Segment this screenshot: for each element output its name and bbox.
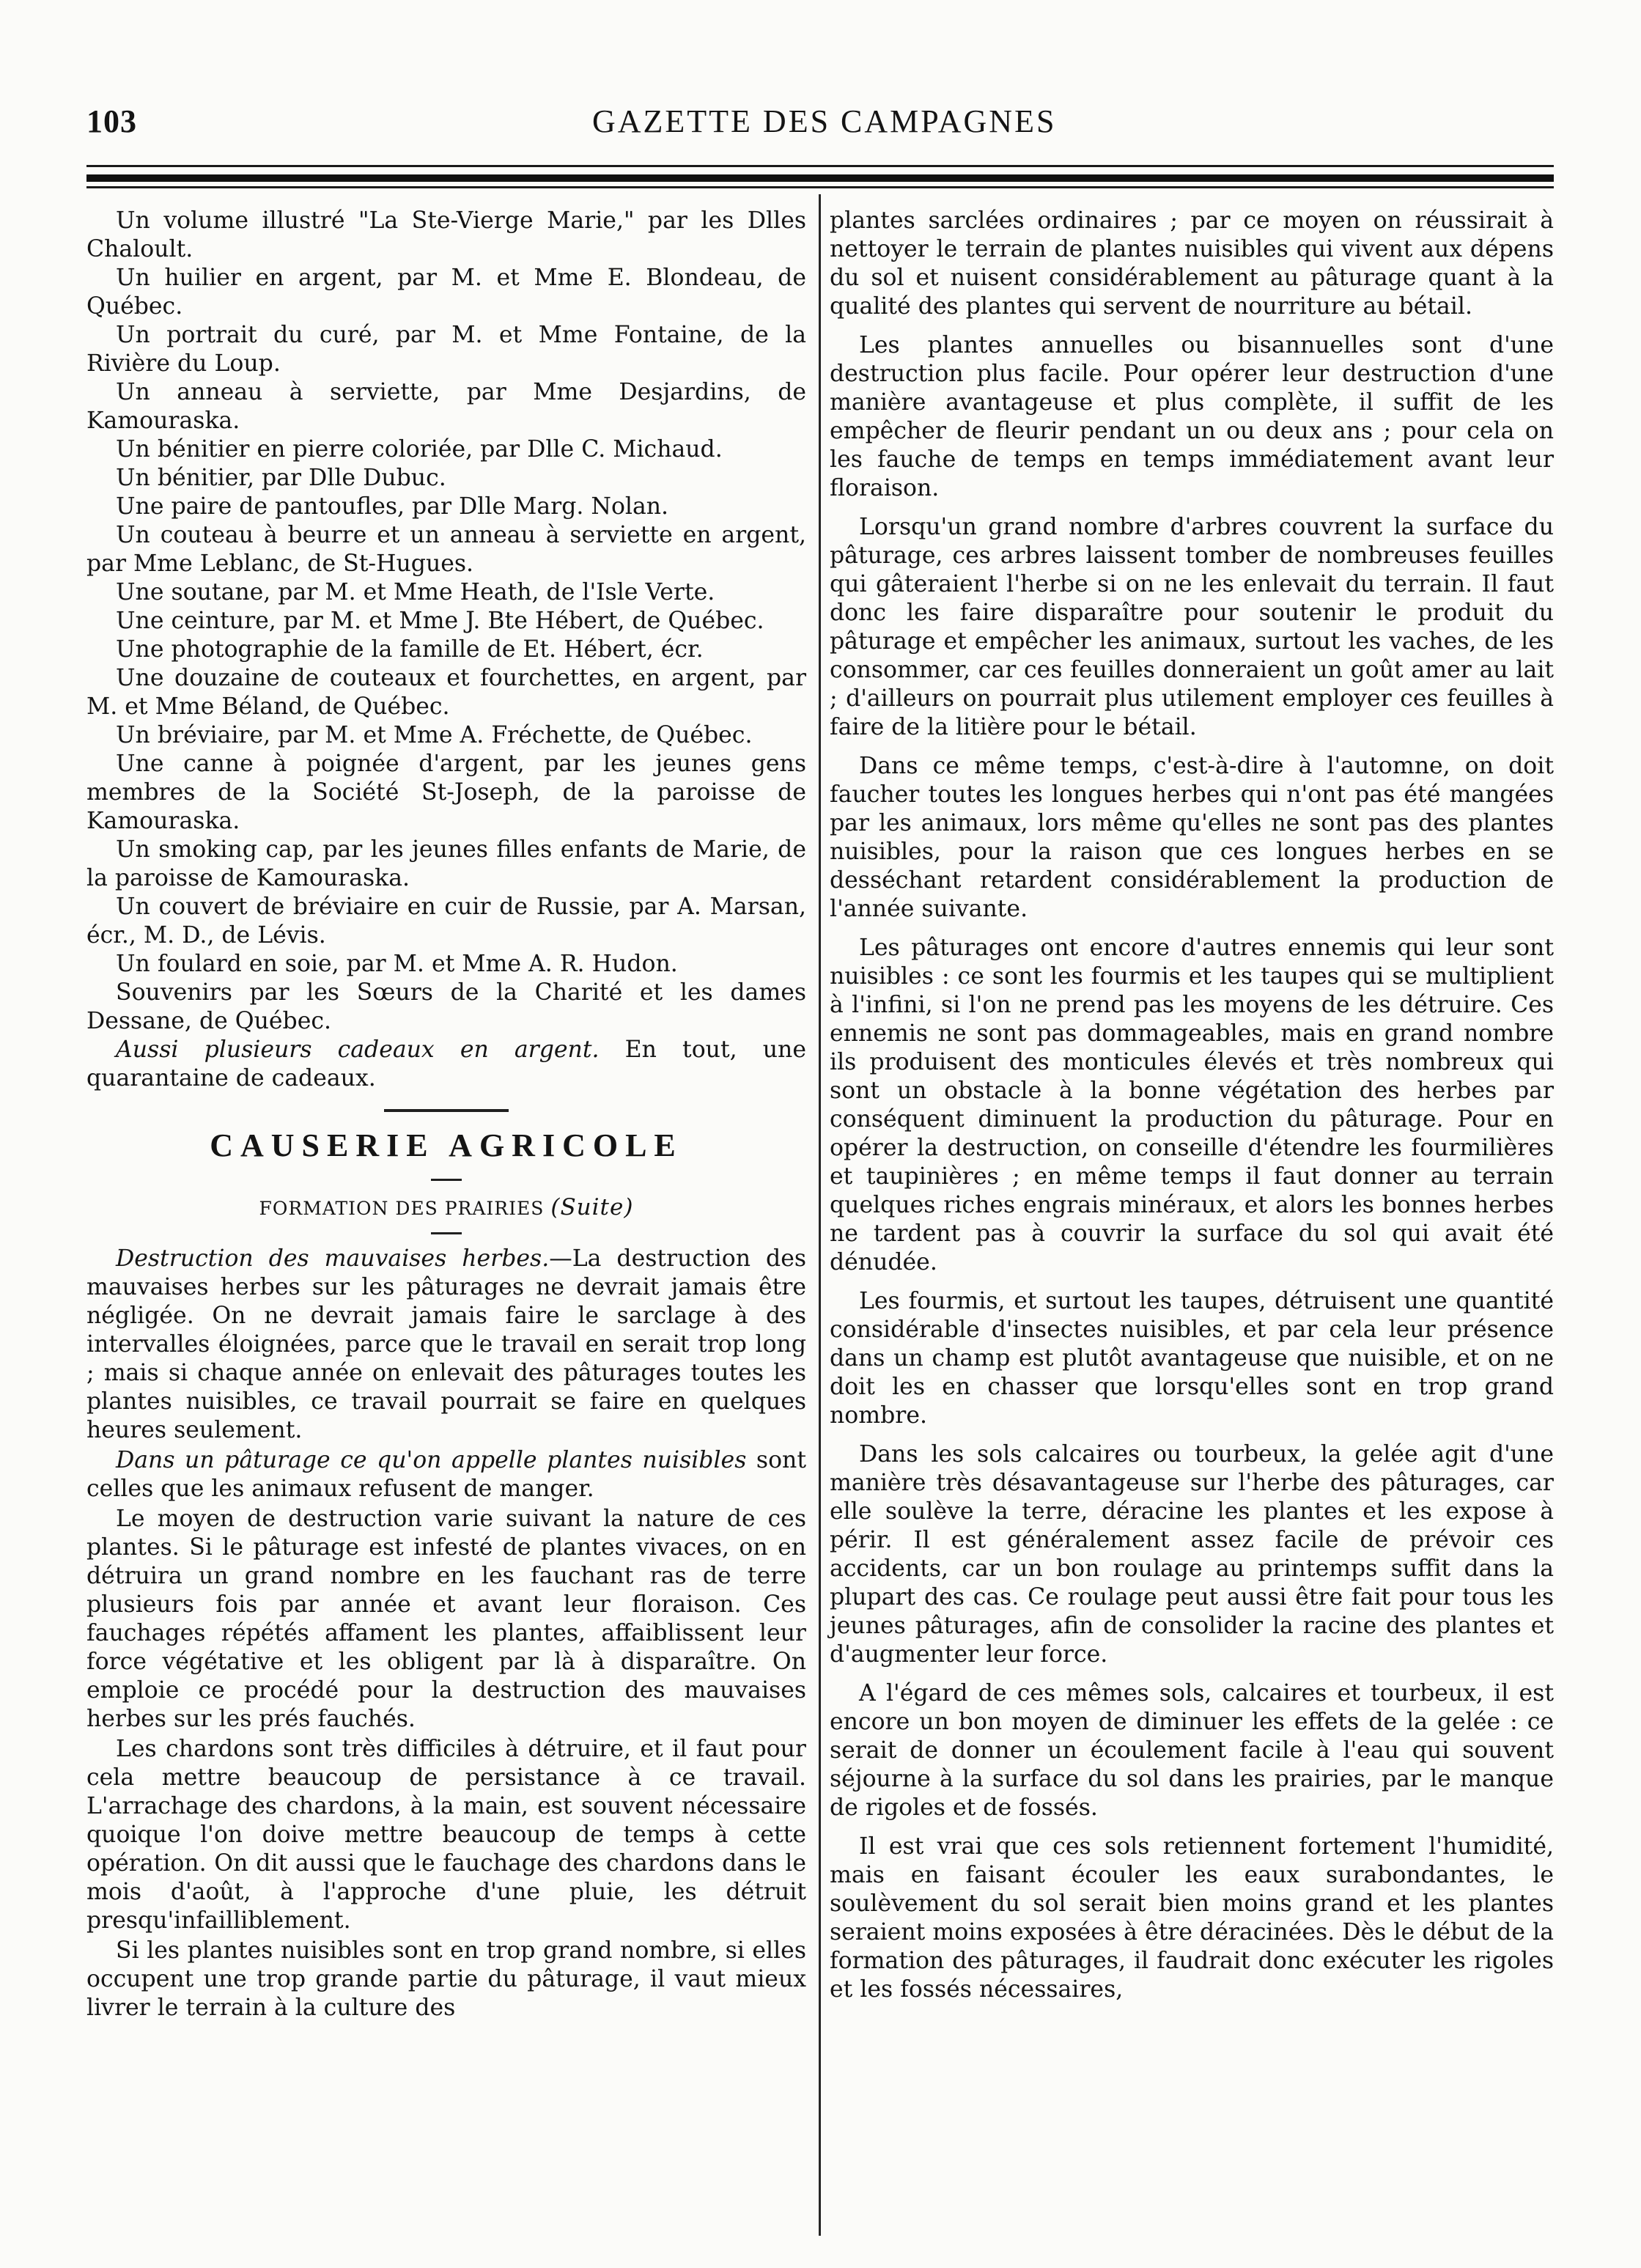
article-paragraph (86, 1245, 806, 1445)
left-column (86, 207, 806, 2024)
gift-item: Un anneau à serviette, par Mme Desjardins, de Kamouraska. (86, 379, 806, 434)
article-paragraph (86, 1446, 806, 1503)
gift-item: Un smoking cap, par les jeunes filles enfants de Marie, de la paroisse de Kamouraska. (86, 836, 806, 891)
article-paragraph: plantes sarclées ordinaires ; par ce moyen on réussirait à nettoyer le terrain de plantes nuisibles qui vivent aux dépens du sol et nuisent considérablement au pâturage quant à la qualité des plantes qui servent de nourriture au bétail. (830, 207, 1554, 320)
gift-item: Un bénitier, par Dlle Dubuc. (116, 465, 446, 491)
section-subtitle (86, 1194, 806, 1220)
gift-item: Une douzaine de couteaux et fourchettes, en argent, par M. et Mme Béland, de Québec. (86, 665, 806, 720)
column-divider (819, 194, 821, 2236)
gift-item: Un bréviaire, par M. et Mme A. Fréchette, de Québec. (116, 722, 753, 748)
gift-item: Un volume illustré "La Ste-Vierge Marie," par les Dlles Chaloult. (86, 207, 806, 262)
page-number: 103 (86, 103, 137, 139)
short-rule (431, 1232, 462, 1234)
section-rule (384, 1109, 509, 1112)
article-paragraph: Les pâturages ont encore d'autres ennemis qui leur sont nuisibles : ce sont les fourmis et les taupes qui se multiplient à l'infini, si l'on ne prend pas les moyens de les détruire. Ces ennemis ne sont pas dommageables, mais en grand nombre ils produisent des monticules élevés et très nombreux qui sont un obstacle à la bonne végétation des herbes par conséquent diminuent la production du pâturage. Pour en opérer la destruction, on conseille d'étendre les fourmilières et taupinières ; en même temps il faut donner au terrain quelques riches engrais minéraux, et alors les bonnes herbes ne tardent pas à couvrir la surface du sol qui avait été dénudée. (830, 935, 1554, 1275)
gift-item: Un couteau à beurre et un anneau à serviette en argent, par Mme Leblanc, de St-Hugues. (86, 522, 806, 577)
running-title: GAZETTE DES CAMPAGNES (592, 103, 1057, 139)
gift-item: Un bénitier en pierre coloriée, par Dlle C. Michaud. (116, 436, 723, 463)
gift-list (86, 207, 806, 1093)
paragraph-body: sont celles que les animaux refusent de manger. (86, 1447, 806, 1502)
article-paragraph: Il est vrai que ces sols retiennent fortement l'humidité, mais en faisant écouler les eaux surabondantes, le soulèvement du sol serait bien moins grand et les plantes seraient moins exposées à être déracinées. Dès le début de la formation des pâturages, il faudrait donc exécuter les rigoles et les fossés nécessaires, (830, 1833, 1554, 2003)
gift-item: Un huilier en argent, par M. et Mme E. Blondeau, de Québec. (86, 265, 806, 320)
gift-item: Une canne à poignée d'argent, par les jeunes gens membres de la Société St-Joseph, de la paroisse de Kamouraska. (86, 751, 806, 834)
article-paragraph: Les chardons sont très difficiles à détruire, et il faut pour cela mettre beaucoup de persistance à ce travail. L'arrachage des chardons, à la main, est souvent nécessaire quoique l'on doive mettre beaucoup de temps à cette opération. On dit aussi que le fauchage des chardons dans le mois d'août, à l'approche d'une pluie, les détruit presqu'infailliblement. (86, 1736, 806, 1934)
paragraph-body: —La destruction des mauvaises herbes sur les pâturages ne devrait jamais être négligée. On ne devrait jamais faire le sarclage à des intervalles éloignées, parce que le travail en serait trop long ; mais si chaque année on enlevait des pâturages toutes les plantes nuisibles, ce travail pourrait se faire en quelques heures seulement. (86, 1245, 807, 1443)
gift-item: Un couvert de bréviaire en cuir de Russie, par A. Marsan, écr., M. D., de Lévis. (86, 894, 806, 949)
right-column (830, 207, 1554, 2006)
header-rule-thin (86, 165, 1554, 167)
article-paragraph: Dans ce même temps, c'est-à-dire à l'automne, on doit faucher toutes les longues herbes qui n'ont pas été mangées par les animaux, lors même qu'elles ne sont pas des plantes nuisibles, pour la raison que ces longues herbes en se desséchant retardent considérablement la production de l'année suivante. (830, 753, 1554, 922)
header-rule-thick (86, 174, 1554, 182)
article-paragraph: Les plantes annuelles ou bisannuelles sont d'une destruction plus facile. Pour opérer leur destruction d'une manière avantageuse et plus complète, il suffit de les empêcher de fleurir pendant un ou deux ans ; pour cela on les fauche de temps en temps immédiatement avant leur floraison. (830, 332, 1554, 501)
paragraph-lead: Dans un pâturage ce qu'on appelle plantes nuisibles (116, 1447, 747, 1473)
article-paragraph: Lorsqu'un grand nombre d'arbres couvrent la surface du pâturage, ces arbres laissent tomber de nombreuses feuilles qui gâteraient l'herbe si on ne les enlevait du terrain. Il faut donc les faire disparaître pour soutenir le produit du pâturage et empêcher les animaux, surtout les vaches, de les consommer, car ces feuilles donneraient un goût amer au lait ; d'ailleurs on pourrait plus utilement employer ces feuilles à faire de la litière pour le bétail. (830, 514, 1554, 740)
gift-item: Une soutane, par M. et Mme Heath, de l'Isle Verte. (116, 579, 715, 605)
short-rule (431, 1179, 462, 1181)
article-paragraph: Si les plantes nuisibles sont en trop grand nombre, si elles occupent une trop grande partie du pâturage, il vaut mieux livrer le terrain à la culture des (86, 1937, 806, 2021)
paragraph-lead: Destruction des mauvaises herbes. (116, 1245, 550, 1272)
gift-item: Un portrait du curé, par M. et Mme Fontaine, de la Rivière du Loup. (86, 322, 806, 377)
article-paragraph: Le moyen de destruction varie suivant la nature de ces plantes. Si le pâturage est infesté de plantes vivaces, on en détruira un grand nombre en les fauchant ras de terre plusieurs fois par année et avant leur floraison. Ces fauchages répétés affament les plantes, affaiblissent leur force végétative et les obligent par là à disparaître. On emploie ce procédé pour la destruction des mauvaises herbes sur les prés fauchés. (86, 1506, 806, 1732)
gift-item: Souvenirs par les Sœurs de la Charité et les dames Dessane, de Québec. (86, 979, 806, 1034)
page-header (86, 103, 1552, 147)
gift-item: Une ceinture, par M. et Mme J. Bte Hébert, de Québec. (116, 608, 764, 634)
subtitle-note: (Suite) (550, 1194, 634, 1220)
subtitle-main: FORMATION DES PRAIRIES (259, 1198, 545, 1219)
article-paragraph: A l'égard de ces mêmes sols, calcaires et tourbeux, il est encore un bon moyen de diminuer les effets de la gelée : ce serait de donner un écoulement facile à l'eau qui souvent séjourne à la surface du sol dans les prairies, par le manque de rigoles et de fossés. (830, 1680, 1554, 1821)
article-paragraph: Dans les sols calcaires ou tourbeux, la gelée agit d'une manière très désavantageuse sur l'herbe des pâturages, car elle soulève la terre, déracine les plantes et les expose à périr. Il est généralement assez facile de prévoir ces accidents, car un bon roulage au printemps suffit dans la plupart des cas. Ce roulage peut aussi être fait pour tous les jeunes pâturages, afin de consolider la racine des plantes et d'augmenter leur force. (830, 1441, 1554, 1668)
article-paragraph: Les fourmis, et surtout les taupes, détruisent une quantité considérable d'insectes nuisibles, et par cela leur présence dans un champ est plutôt avantageuse que nuisible, et on ne doit les en chasser que lorsqu'elles sont en trop grand nombre. (830, 1288, 1554, 1429)
gift-closing-rest: En tout, une quarantaine de cadeaux. (86, 1037, 806, 1091)
gift-closing (86, 1036, 806, 1093)
section-title: CAUSERIE AGRICOLE (210, 1127, 683, 1163)
gift-item: Une photographie de la famille de Et. Hébert, écr. (116, 636, 704, 663)
header-rule-thin-lower (86, 186, 1554, 188)
gift-item: Un foulard en soie, par M. et Mme A. R. Hudon. (116, 951, 678, 977)
gift-item: Une paire de pantoufles, par Dlle Marg. Nolan. (116, 493, 669, 520)
gift-closing-italic: Aussi plusieurs cadeaux en argent. (116, 1037, 600, 1063)
